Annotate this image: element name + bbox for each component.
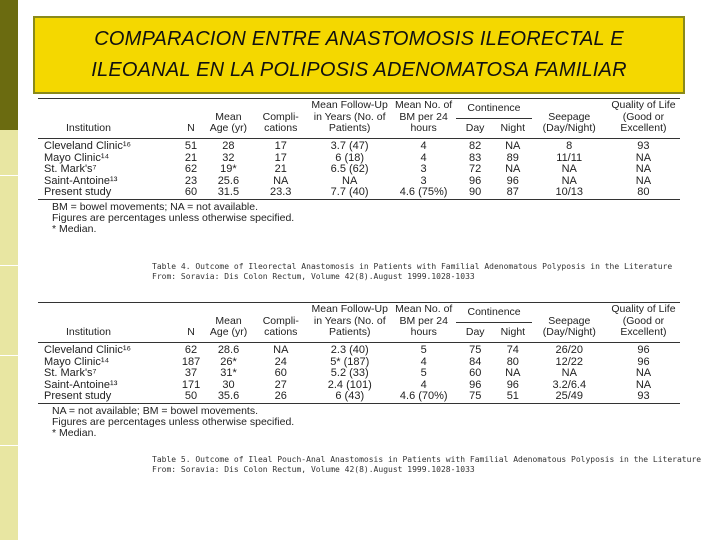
footnote: Figures are percentages unless otherwise specified. [52, 415, 295, 428]
cell: 3.7 (47) [330, 140, 369, 152]
footnote: Figures are percentages unless otherwise specified. [52, 211, 295, 224]
col-seepage: Seepage (Day/Night) [542, 314, 596, 338]
cell: Saint-Antoine¹³ [44, 378, 118, 391]
footnote: NA = not available; BM = bowel movements. [52, 404, 259, 417]
cell: 3 [420, 163, 427, 175]
cell: NA [505, 367, 521, 379]
caption-line: Table 5. Outcome of Ileal Pouch-Anal Anastomosis in Patients with Familial Adenomatous Polyposis in the Literature [152, 455, 702, 464]
cell: 4 [420, 378, 427, 391]
cell: NA [635, 378, 652, 391]
table-5 [38, 302, 680, 404]
cell: NA [505, 163, 521, 175]
cell: 23.3 [269, 186, 292, 198]
cell: 90 [468, 186, 482, 198]
cell: 60 [469, 367, 482, 379]
cell: 60 [184, 186, 198, 198]
slide-title-box [33, 16, 685, 94]
cell: 26* [220, 355, 237, 368]
table-row [38, 187, 680, 199]
col-day: Day [465, 326, 485, 338]
footnote: * Median. [52, 426, 97, 439]
cell: 74 [506, 344, 519, 356]
slide-title-line-2: ILEOANAL EN LA POLIPOSIS ADENOMATOSA FAMILIAR [91, 59, 627, 81]
sidebar-divider [0, 175, 18, 176]
cell: 26/20 [555, 344, 584, 356]
table-4-caption [152, 262, 672, 282]
cell: 31.5 [217, 186, 240, 198]
cell: 5* (187) [330, 355, 370, 368]
cell: 21 [274, 163, 287, 175]
cell: 21 [184, 151, 198, 164]
cell: 62 [184, 344, 198, 356]
cell: Cleveland Clinic¹⁶ [44, 344, 132, 356]
table-4-image [38, 98, 680, 248]
cell: NA [635, 174, 652, 187]
col-n: N [187, 326, 195, 338]
cell: NA [635, 163, 652, 175]
cell: NA [273, 344, 289, 356]
cell: 93 [637, 140, 650, 152]
table-row [38, 141, 680, 153]
cell: 60 [274, 367, 287, 379]
cell: 8 [566, 140, 573, 152]
col-institution: Institution [66, 326, 111, 338]
cell: NA [273, 174, 289, 187]
sidebar-divider [0, 445, 18, 446]
cell: Saint-Antoine¹³ [44, 174, 118, 187]
cell: 3.2/6.4 [552, 378, 587, 391]
col-bm: Mean No. of BM per 24 hours [395, 99, 453, 134]
sidebar-decoration [0, 0, 18, 540]
cell: Mayo Clinic¹⁴ [44, 151, 110, 164]
sidebar-light-block [0, 130, 18, 540]
cell: 2.3 (40) [330, 344, 369, 356]
cell: 12/22 [555, 355, 584, 368]
cell: 96 [506, 174, 519, 187]
cell: 31* [220, 367, 237, 379]
cell: NA [342, 174, 358, 187]
cell: 96 [506, 378, 519, 391]
col-mean-age: Mean Age (yr) [209, 110, 248, 134]
col-continence: Continence [456, 303, 531, 323]
cell: 84 [469, 355, 482, 368]
cell: 32 [222, 151, 235, 164]
col-complications: Compli- cations [262, 314, 299, 338]
cell: 4 [420, 355, 427, 368]
col-quality: Quality of Life (Good or Excellent) [611, 303, 676, 338]
cell: 96 [637, 344, 650, 356]
slide-title-line-1: COMPARACION ENTRE ANASTOMOSIS ILEORECTAL E [94, 28, 624, 50]
caption-source: From: Soravia: Dis Colon Rectum, Volume 42(8).August 1999.1028-1033 [152, 465, 475, 474]
table-4 [38, 98, 680, 200]
cell: 10/13 [555, 186, 583, 198]
col-n: N [187, 122, 195, 134]
cell: Present study [44, 390, 112, 402]
cell: 25.6 [217, 174, 240, 187]
cell: 6.5 (62) [330, 163, 369, 175]
cell: 80 [637, 186, 650, 198]
col-seepage: Seepage (Day/Night) [542, 110, 596, 134]
cell: 5 [420, 367, 427, 379]
cell: 5.2 (33) [330, 367, 369, 379]
cell: 37 [184, 367, 198, 379]
col-bm: Mean No. of BM per 24 hours [395, 303, 453, 338]
cell: 96 [468, 174, 482, 187]
cell: NA [561, 367, 577, 379]
table-5-image [38, 302, 680, 452]
cell: 5 [420, 344, 427, 356]
table-row [38, 391, 680, 403]
sidebar-dark-block [0, 0, 18, 130]
cell: 51 [506, 390, 519, 402]
cell: 17 [274, 151, 287, 164]
cell: 26 [274, 390, 287, 402]
col-day: Day [465, 122, 485, 134]
cell: 19* [220, 163, 237, 175]
cell: 27 [274, 378, 287, 391]
cell: NA [505, 140, 521, 152]
cell: 7.7 (40) [330, 186, 369, 198]
cell: 25/49 [555, 390, 584, 402]
cell: 75 [469, 390, 482, 402]
cell: 89 [506, 151, 519, 164]
cell: 28.6 [217, 344, 240, 356]
cell: 51 [184, 140, 198, 152]
cell: 2.4 (101) [327, 378, 372, 391]
cell: 80 [506, 355, 519, 368]
cell: NA [561, 174, 577, 187]
cell: 11/11 [556, 151, 583, 164]
cell: 82 [468, 140, 482, 152]
cell: Cleveland Clinic¹⁶ [44, 140, 132, 152]
cell: 17 [274, 140, 287, 152]
col-follow-up: Mean Follow-Up in Years (No. of Patients) [311, 99, 388, 134]
cell: 171 [181, 378, 201, 391]
cell: Present study [44, 186, 112, 198]
footnote: BM = bowel movements; NA = not available. [52, 200, 259, 213]
cell: 96 [637, 355, 650, 368]
table-5-footnotes [38, 406, 680, 439]
col-mean-age: Mean Age (yr) [209, 314, 248, 338]
cell: NA [635, 151, 652, 164]
cell: 187 [181, 355, 201, 368]
col-night: Night [500, 122, 525, 134]
table-5-caption [152, 455, 701, 475]
cell: 83 [468, 151, 482, 164]
cell: Mayo Clinic¹⁴ [44, 355, 110, 368]
col-follow-up: Mean Follow-Up in Years (No. of Patients) [311, 303, 388, 338]
cell: 62 [184, 163, 198, 175]
cell: 3 [420, 174, 427, 187]
cell: NA [561, 163, 577, 175]
cell: 87 [506, 186, 519, 198]
footnote: * Median. [52, 222, 97, 235]
sidebar-divider [0, 355, 18, 356]
cell: 23 [184, 174, 198, 187]
cell: 4.6 (75%) [399, 186, 448, 198]
cell: 6 (18) [335, 151, 365, 164]
cell: St. Mark's⁷ [44, 367, 97, 379]
cell: 4 [420, 151, 427, 164]
table-row [38, 345, 680, 357]
sidebar-divider [0, 265, 18, 266]
caption-source: From: Soravia: Dis Colon Rectum, Volume 42(8).August 1999.1028-1033 [152, 272, 475, 281]
cell: 35.6 [217, 390, 240, 402]
table-4-footnotes [38, 202, 680, 235]
cell: 96 [469, 378, 482, 391]
table-row [38, 164, 680, 176]
col-night: Night [500, 326, 526, 338]
col-institution: Institution [66, 122, 111, 134]
col-complications: Compli- cations [262, 110, 299, 134]
cell: 93 [637, 390, 650, 402]
caption-line: Table 4. Outcome of Ileorectal Anastomosis in Patients with Familial Adenomatous Polyposis in the Literature [152, 262, 673, 271]
cell: 4 [420, 140, 427, 152]
cell: 75 [469, 344, 482, 356]
cell: 24 [274, 355, 287, 368]
cell: 4.6 (70%) [399, 390, 448, 402]
col-quality: Quality of Life (Good or Excellent) [611, 99, 676, 134]
cell: 72 [468, 163, 482, 175]
cell: 28 [222, 140, 235, 152]
cell: St. Mark's⁷ [44, 163, 97, 175]
cell: 50 [184, 390, 198, 402]
cell: NA [635, 367, 652, 379]
cell: 30 [222, 378, 235, 391]
cell: 6 (43) [335, 390, 365, 402]
table-row [38, 368, 680, 380]
col-continence: Continence [456, 99, 531, 119]
